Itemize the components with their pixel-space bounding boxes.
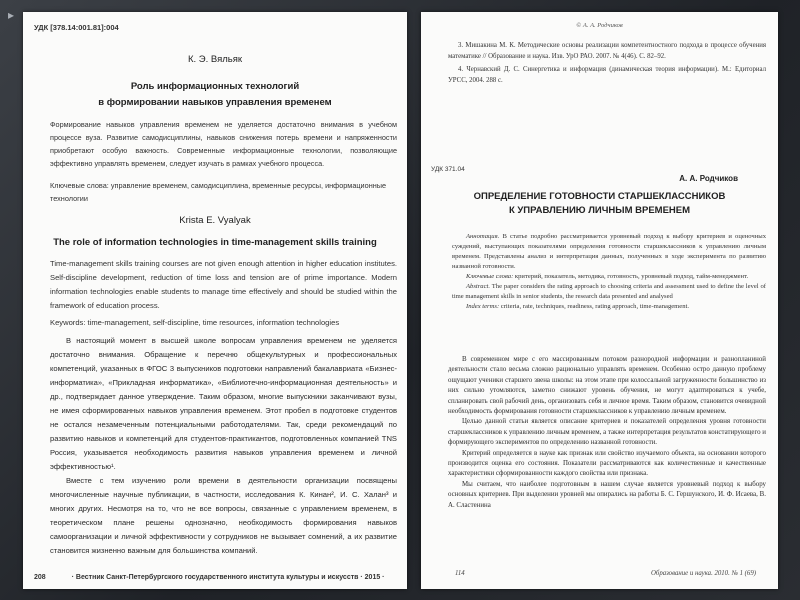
article-author: А. А. Родчиков [679,174,738,183]
english-abstract: Time-management skills training courses are not given enough attention in higher education institutes. Self-discipline development, reduction of time loss and tension are of prime importance. Modern information technologies enable students to manage time effectively and should be studied within the framework of education process. [50,259,397,310]
article-title [421,190,778,218]
english-title: The role of information technologies in time-management skills training [53,237,377,248]
index-terms-text: criteria, rate, techniques, readiness, rating approach, time-management. [499,303,689,310]
annotation-label: Аннотация. [466,233,500,240]
annotation-text: В статье подробно рассматривается уровневый подход к выбору критериев и оценочных суждений, выступающих показателями определения готовности старшеклассников к управлению личным временем. Представлены анализ и интерпретация данных, полученных в ходе эксперимента по развитию названной готовности. [452,233,766,270]
body-paragraph: Мы считаем, что наиболее подготовным в нашем случае является уровневый подход к выбору основных критериев. При выделении уровней мы опирались на работы Б. С. Гершунского, И. Ф. Исаева, В. А. Сластенина [448,480,766,509]
english-abstract [452,282,766,302]
udk-code: УДК [378.14:001.81]:004 [34,23,119,32]
title-line-2: К УПРАВЛЕНИЮ ЛИЧНЫМ ВРЕМЕНЕМ [508,205,691,216]
slide-bullet-icon: ▸ [8,8,15,22]
article-title [23,79,407,111]
body-paragraph: В настоящий момент в высшей школе вопросам управления временем не уделяется достаточно внимания. Обращение к перечню общекультурных и профессиональных компетенций, указанных в ФГОС 3 выпускников подготовки направлений бакалавриата «Бизнес-информатика», «Прикладная информатика», «Библиотечно-информационная деятельность» и др., подтверждает данное утверждение. Таким образом, многие выпускники заканчивают вузы, не имея сформированных навыков управления временем. Этот пробел в подготовке студентов не остался незамеченным потенциальными работодателями. Так, среди рекомендаций по развитию навыков и компетенций для студентов-практикантов, подготовленных компанией TNS Россия, указывается необходимость развития навыков управления временем и личной эффективностью¹. [50,336,397,471]
page-footer [34,574,385,581]
reference-item: 4. Чернавский Д. С. Синергетика и информация (динамическая теория информации). М.: Едиториал УРСС, 2004. 288 с. [448,66,766,84]
udk-code: УДК 371.04 [431,166,465,173]
reference-item: 3. Мишакина М. К. Методические основы реализации компетентностного подхода в процессе обучения математике // Образование и наука. Изв. УрО РАО. 2007. № 4(46). С. 82–92. [448,42,766,60]
body-paragraph: Целью данной статьи является описание критериев и показателей определения уровня готовности старшеклассников к управлению личным временем, а также интерпретация результатов констатирующего и формирующего экспериментов по определению названной готовности. [448,418,766,447]
body-paragraph: Вместе с тем изучению роли времени в деятельности организации посвящены многочисленные научные публикации, в частности, исследования К. Кинан², И. С. Халан³ и многих других. Несмотря на то, что не все вопросы, связанные с управлением временем, в теоретическом плане решены однозначно, необходимость формирования навыков самоорганизации и личной эффективности у сотрудников не вызывает сомнений, а их развитие становится жизненно важным для большинства компаний. [50,476,397,555]
index-terms [452,302,766,312]
keywords-text: критерий, показатель, методика, готовность, уровневый подход, тайм-менеджмент. [513,273,749,280]
english-keywords: Keywords: time-management, self-discipline, time resources, information technologies [50,318,340,327]
article-keywords: Ключевые слова: управление временем, самодисциплина, временные ресурсы, информационные технологии [50,181,387,203]
reference-list [448,40,766,88]
article-body [448,355,766,511]
left-article-page [23,12,407,589]
annotation-block [452,232,766,312]
title-line-1: ОПРЕДЕЛЕНИЕ ГОТОВНОСТИ СТАРШЕКЛАССНИКОВ [473,191,726,202]
page-number: 208 [34,574,46,581]
annotation [452,232,766,272]
english-author: Krista E. Vyalyak [179,215,251,226]
right-article-page [421,12,778,589]
abstract-label: Abstract. [466,283,490,290]
running-header: © А. А. Родчиков [576,22,623,29]
article-body [50,334,397,558]
article-author: К. Э. Вяльяк [187,54,243,65]
body-paragraph: В современном мире с его массированным потоком разнородной информации и разнопланиной деятельности стало весьма сложно рационально управлять временем. Особенно остро данную проблему ощущают ученики старшего звена школы: на этом этапе при колоссальной загруженности большинство из них сильно утомляются, заметно снижают уровень обучения, не могут адаптироваться к учебе, спланировать свой рабочий день, организовать себя и личное время. Таким образом, становится очевидной необходимость формирования готовности старшеклассников к управлению личным временем. [448,356,766,416]
keywords-label: Ключевые слова: [466,273,514,280]
keywords [452,272,766,282]
journal-footer: · Вестник Санкт-Петербургского государственного института культуры и искусств · 2015 · [71,574,385,581]
index-terms-label: Index terms: [466,303,500,310]
abstract-text: The paper considers the rating approach to choosing criteria and assessment used to define the level of time management skills in senior students, the research data presented and analysed [452,283,766,300]
page-number: 114 [455,570,465,577]
journal-footer: Образование и наука. 2010. № 1 (69) [651,570,756,577]
title-line-1: Роль информационных технологий [130,81,300,92]
title-line-2: в формировании навыков управления временем [98,97,332,108]
article-abstract: Формирование навыков управления временем не уделяется достаточно внимания в учебном процессе вуза. Развитие самодисциплины, навыков снижения потерь времени и напряженности приобретают особую важность. Современные информационные технологии, позволяющие эффективно управлять временем, следует изучать в рамках учебного процесса. [50,120,397,168]
body-paragraph: Критерий определяется в науке как признак или свойство изучаемого объекта, на основании которого производится оценка его состояния. Показатели рассматриваются как количественные и качественные характеристики сформированности каждого свойства или признака. [448,449,766,478]
